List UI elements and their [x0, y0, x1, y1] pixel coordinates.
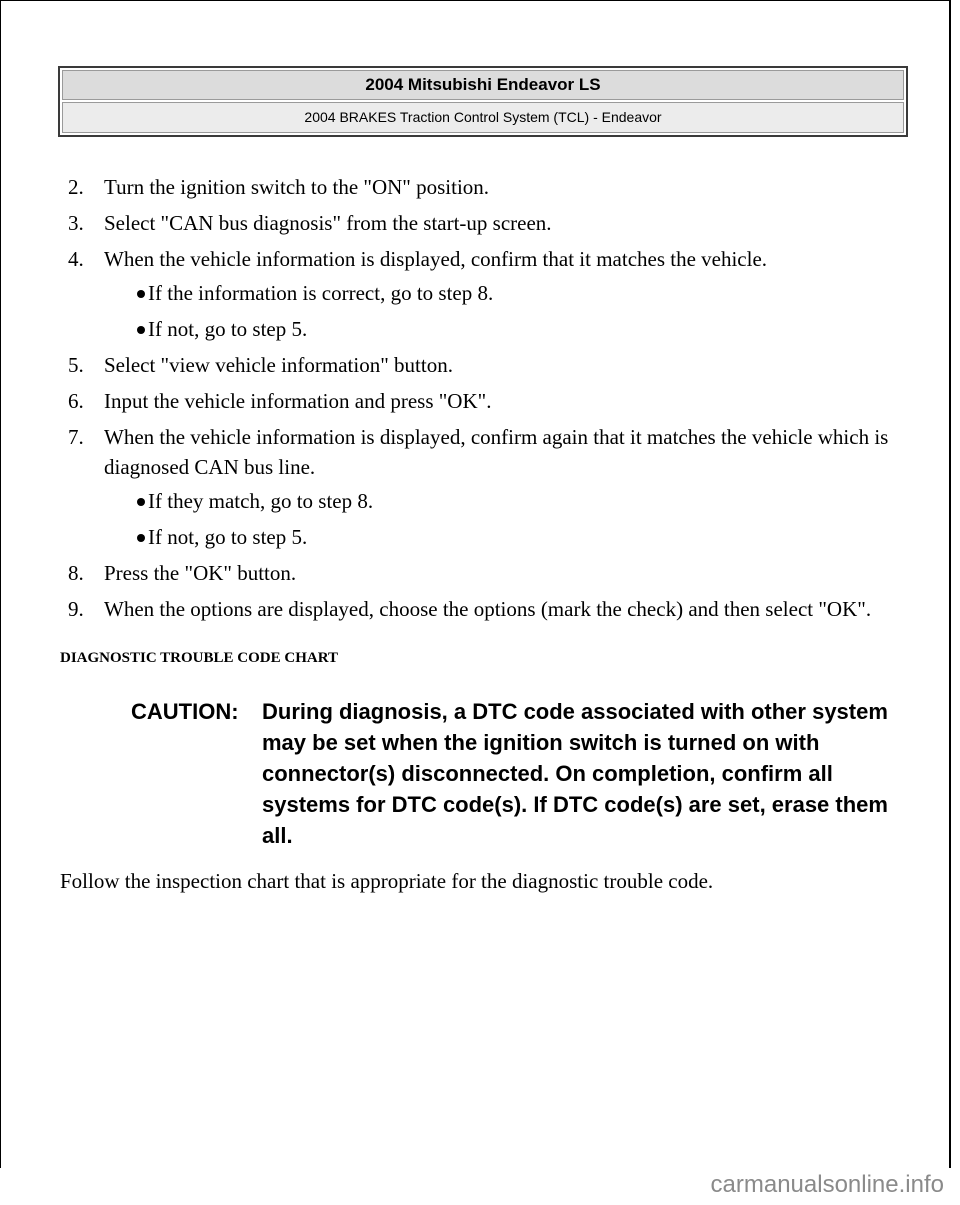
watermark-footer: carmanualsonline.info	[710, 1171, 944, 1198]
sub-item	[104, 522, 918, 552]
step-number: 5.	[68, 353, 84, 377]
step-number: 4.	[68, 247, 84, 271]
sub-item	[104, 314, 918, 344]
sub-item	[104, 486, 918, 516]
step-item	[68, 558, 918, 588]
step-text: Input the vehicle information and press "OK".	[104, 389, 492, 413]
step-item	[68, 208, 918, 238]
step-text: Select "CAN bus diagnosis" from the start-up screen.	[104, 211, 552, 235]
step-number: 6.	[68, 389, 84, 413]
step-item	[68, 350, 918, 380]
procedure-steps	[68, 172, 918, 630]
sub-item-text: If not, go to step 5.	[148, 317, 308, 341]
sub-item	[104, 278, 918, 308]
sub-list	[104, 278, 918, 344]
sub-item-text: If they match, go to step 8.	[148, 489, 374, 513]
document-title: 2004 Mitsubishi Endeavor LS	[62, 70, 904, 100]
bullet-icon	[137, 290, 145, 298]
step-item	[68, 386, 918, 416]
step-text: Turn the ignition switch to the "ON" position.	[104, 175, 490, 199]
sub-item-text: If the information is correct, go to step 8.	[148, 281, 494, 305]
section-heading: DIAGNOSTIC TROUBLE CODE CHART	[60, 650, 338, 666]
caution-label: CAUTION:	[131, 699, 239, 724]
sub-list	[104, 486, 918, 552]
bullet-icon	[137, 498, 145, 506]
body-paragraph: Follow the inspection chart that is appropriate for the diagnostic trouble code.	[60, 869, 714, 893]
step-number: 3.	[68, 211, 84, 235]
step-text: When the options are displayed, choose the options (mark the check) and then select "OK".	[104, 597, 872, 621]
step-number: 7.	[68, 425, 84, 449]
step-text: When the vehicle information is displayed, confirm again that it matches the vehicle which is diagnosed CAN bus line.	[104, 425, 889, 479]
step-number: 2.	[68, 175, 84, 199]
step-item	[68, 422, 918, 552]
bullet-icon	[137, 326, 145, 334]
step-item	[68, 594, 918, 624]
caution-text: During diagnosis, a DTC code associated with other system may be set when the ignition switch is turned on with connector(s) disconnected. On completion, confirm all systems for DTC code(s). If DTC code(s) are set, erase them all.	[262, 699, 888, 848]
step-item	[68, 244, 918, 344]
sub-item-text: If not, go to step 5.	[148, 525, 308, 549]
step-number: 9.	[68, 597, 84, 621]
step-text: When the vehicle information is displayed, confirm that it matches the vehicle.	[104, 247, 768, 271]
document-subtitle: 2004 BRAKES Traction Control System (TCL) - Endeavor	[62, 102, 904, 133]
step-number: 8.	[68, 561, 84, 585]
step-text: Select "view vehicle information" button.	[104, 353, 453, 377]
document-header	[58, 66, 908, 137]
step-item	[68, 172, 918, 202]
bullet-icon	[137, 534, 145, 542]
step-text: Press the "OK" button.	[104, 561, 297, 585]
